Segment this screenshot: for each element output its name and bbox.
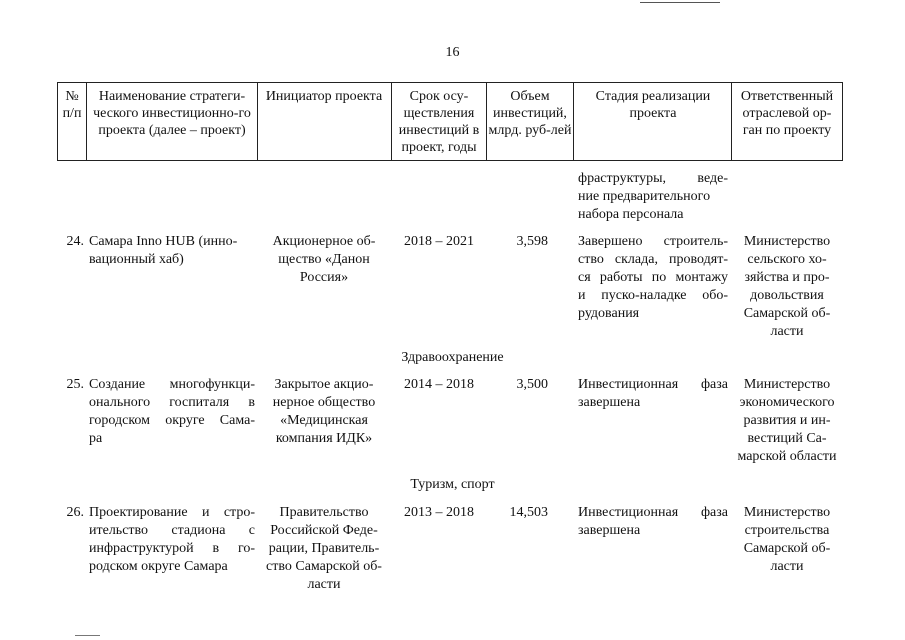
text-line: ласти bbox=[307, 577, 341, 592]
col-divider bbox=[391, 82, 392, 161]
project-term: 2014 – 2018 bbox=[404, 377, 474, 392]
text-line: вестиций Са- bbox=[747, 431, 827, 446]
text-line: завершена bbox=[578, 395, 641, 410]
text-line: Министерство bbox=[743, 377, 831, 392]
text-line: марской области bbox=[737, 449, 837, 464]
text-line: ство Самарской об- bbox=[266, 559, 382, 574]
header-stage: Стадия реализации проекта bbox=[595, 89, 711, 121]
project-responsible bbox=[733, 233, 841, 341]
col-divider bbox=[86, 82, 87, 161]
project-initiator bbox=[258, 504, 390, 594]
text-line: инфраструктурой в го- bbox=[89, 541, 255, 556]
page-number: 16 bbox=[445, 45, 460, 60]
project-responsible bbox=[733, 376, 841, 466]
project-name bbox=[89, 504, 255, 576]
row-num: 24. bbox=[66, 234, 84, 249]
project-stage bbox=[578, 504, 728, 540]
text-line: Инвестиционная фаза bbox=[578, 505, 728, 520]
text-line: Завершено строитель- bbox=[578, 234, 728, 249]
text-line: компания ИДК» bbox=[275, 431, 373, 446]
text-line: ние предварительного bbox=[578, 189, 711, 204]
text-line: родском округе Самара bbox=[89, 559, 228, 574]
text-line: ительство стадиона с bbox=[89, 523, 255, 538]
text-line: городском округе Сама- bbox=[89, 413, 255, 428]
text-line: онального госпиталя в bbox=[89, 395, 255, 410]
bottom-rule bbox=[75, 635, 100, 636]
text-line: Правительство bbox=[279, 505, 369, 520]
text-line: ство склада, проводят- bbox=[578, 252, 728, 267]
text-line: экономического bbox=[739, 395, 835, 410]
text-line: фраструктуры, веде- bbox=[578, 171, 728, 186]
header-responsible: Ответственный отраслевой ор-ган по проекту bbox=[740, 89, 834, 138]
text-line: Акционерное об- bbox=[272, 234, 376, 249]
project-volume: 3,500 bbox=[516, 377, 548, 392]
text-line: Самара Inno HUB (инно- bbox=[89, 234, 238, 249]
header-volume: Объем инвестиций, млрд. руб-лей bbox=[488, 89, 572, 138]
row-num: 25. bbox=[66, 377, 84, 392]
col-divider bbox=[731, 82, 732, 161]
text-line: «Медицинская bbox=[280, 413, 368, 428]
text-line: рации, Правитель- bbox=[268, 541, 380, 556]
col-divider bbox=[573, 82, 574, 161]
project-stage bbox=[578, 376, 728, 412]
text-line: строительства bbox=[744, 523, 830, 538]
project-name bbox=[89, 376, 255, 448]
col-divider bbox=[486, 82, 487, 161]
section-heading: Туризм, спорт bbox=[410, 477, 495, 492]
col-divider bbox=[842, 82, 843, 161]
text-line: Министерство bbox=[743, 505, 831, 520]
text-line: Инвестиционная фаза bbox=[578, 377, 728, 392]
text-line: щество «Данон bbox=[278, 252, 370, 267]
text-line: Самарской об- bbox=[743, 306, 831, 321]
project-name bbox=[89, 233, 255, 269]
text-line: Россия» bbox=[299, 270, 349, 285]
text-line: ся работы по монтажу bbox=[578, 270, 728, 285]
text-line: набора персонала bbox=[578, 207, 684, 222]
text-line: рудования bbox=[578, 306, 640, 321]
text-line: Российской Феде- bbox=[270, 523, 378, 538]
header-num: № п/п bbox=[62, 89, 82, 121]
header-initiator: Инициатор проекта bbox=[265, 89, 383, 104]
text-line: сельского хо- bbox=[747, 252, 827, 267]
text-line: ласти bbox=[770, 324, 804, 339]
text-line: ра bbox=[89, 431, 103, 446]
header-name: Наименование стратеги-ческого инвестиционно-го проекта (далее – проект) bbox=[93, 89, 251, 138]
project-volume: 3,598 bbox=[516, 234, 548, 249]
text-line: Проектирование и стро- bbox=[89, 505, 255, 520]
text-line: Самарской об- bbox=[743, 541, 831, 556]
text-line: нерное общество bbox=[272, 395, 376, 410]
text-line: Закрытое акцио- bbox=[274, 377, 374, 392]
text-line: ласти bbox=[770, 559, 804, 574]
project-stage bbox=[578, 233, 728, 323]
header-top-border bbox=[57, 82, 843, 83]
text-line: Создание многофункци- bbox=[89, 377, 255, 392]
project-initiator bbox=[258, 233, 390, 287]
text-line: зяйства и про- bbox=[744, 270, 830, 285]
header-term: Срок осу-ществления инвестиций в проект, годы bbox=[398, 89, 480, 155]
project-term: 2018 – 2021 bbox=[404, 234, 474, 249]
text-line: вационный хаб) bbox=[89, 252, 184, 267]
project-term: 2013 – 2018 bbox=[404, 505, 474, 520]
text-line: развития и ин- bbox=[743, 413, 831, 428]
text-line: и пуско-наладке обо- bbox=[578, 288, 728, 303]
top-rule bbox=[640, 2, 720, 3]
row-num: 26. bbox=[66, 505, 84, 520]
project-volume: 14,503 bbox=[509, 505, 548, 520]
text-line: довольствия bbox=[750, 288, 824, 303]
project-initiator bbox=[258, 376, 390, 448]
text-line: завершена bbox=[578, 523, 641, 538]
carryover-stage bbox=[578, 170, 728, 224]
section-heading: Здравоохранение bbox=[401, 350, 504, 365]
project-responsible bbox=[733, 504, 841, 576]
text-line: Министерство bbox=[743, 234, 831, 249]
header-bottom-border bbox=[57, 160, 843, 161]
